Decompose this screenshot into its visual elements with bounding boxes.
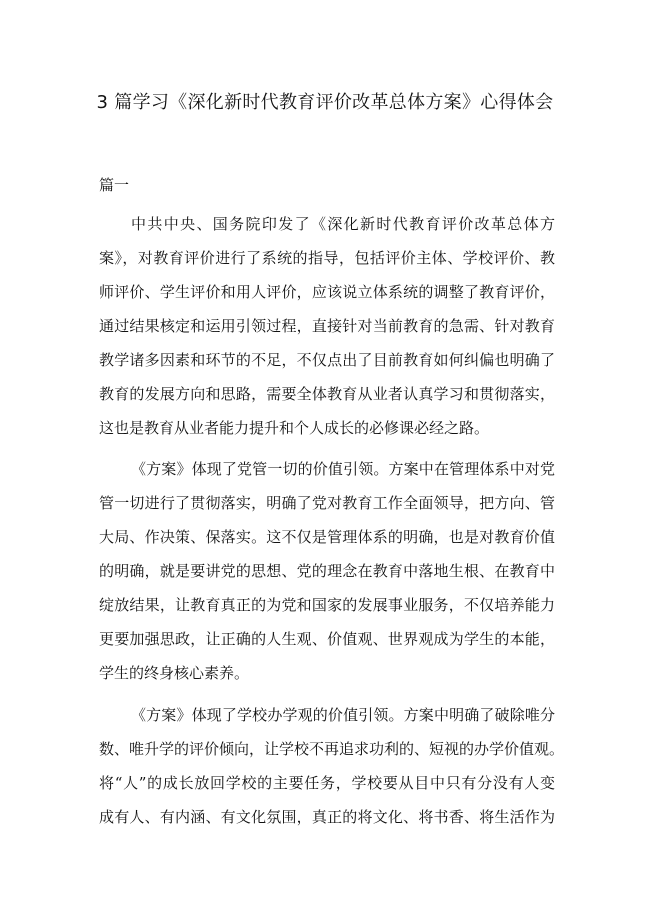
paragraph-1-line: 中共中央、国务院印发了《深化新时代教育评价改革总体方 [131,215,555,233]
paragraph-1-line: 师评价、学生评价和用人评价，应该说立体系统的调整了教育评价， [99,283,555,301]
paragraph-2-line: 绽放结果，让教育真正的为党和国家的发展事业服务，不仅培养能力 [99,596,555,614]
paragraph-1-line: 教育的发展方向和思路，需要全体教育从业者认真学习和贯彻落实， [99,385,555,403]
paragraph-2-line: 《方案》体现了党管一切的价值引领。方案中在管理体系中对党 [131,460,555,478]
paragraph-2-line: 学生的终身核心素养。 [99,664,250,682]
paragraph-3-line: 数、唯升学的评价倾向，让学校不再追求功利的、短视的办学价值观。 [99,740,565,758]
paragraph-3-line: 《方案》体现了学校办学观的价值引领。方案中明确了破除唯分 [131,706,555,724]
paragraph-1-line: 案》，对教育评价进行了系统的指导，包括评价主体、学校评价、教 [99,249,555,267]
paragraph-2-line: 大局、作决策、保落实。这不仅是管理体系的明确，也是对教育价值 [99,528,555,546]
paragraph-1-line: 通过结果核定和运用引领过程，直接针对当前教育的急需、针对教育 [99,317,555,335]
paragraph-2-line: 管一切进行了贯彻落实，明确了党对教育工作全面领导，把方向、管 [99,494,555,512]
paragraph-1-line: 这也是教育从业者能力提升和个人成长的必修课必经之路。 [99,419,490,437]
paragraph-3-line: 成有人、有内涵、有文化氛围，真正的将文化、将书香、将生活作为 [99,808,555,826]
paragraph-3-line: 将“人”的成长放回学校的主要任务，学校要从目中只有分没有人变 [99,774,555,792]
section-label: 篇一 [99,176,130,194]
paragraph-1-line: 教学诸多因素和环节的不足，不仅点出了目前教育如何纠偏也明确了 [99,351,555,369]
paragraph-2-line: 的明确，就是要讲党的思想、党的理念在教育中落地生根、在教育中 [99,562,555,580]
paragraph-2-line: 更要加强思政，让正确的人生观、价值观、世界观成为学生的本能， [99,630,555,648]
document-title: 3 篇学习《深化新时代教育评价改革总体方案》心得体会 [96,92,554,113]
